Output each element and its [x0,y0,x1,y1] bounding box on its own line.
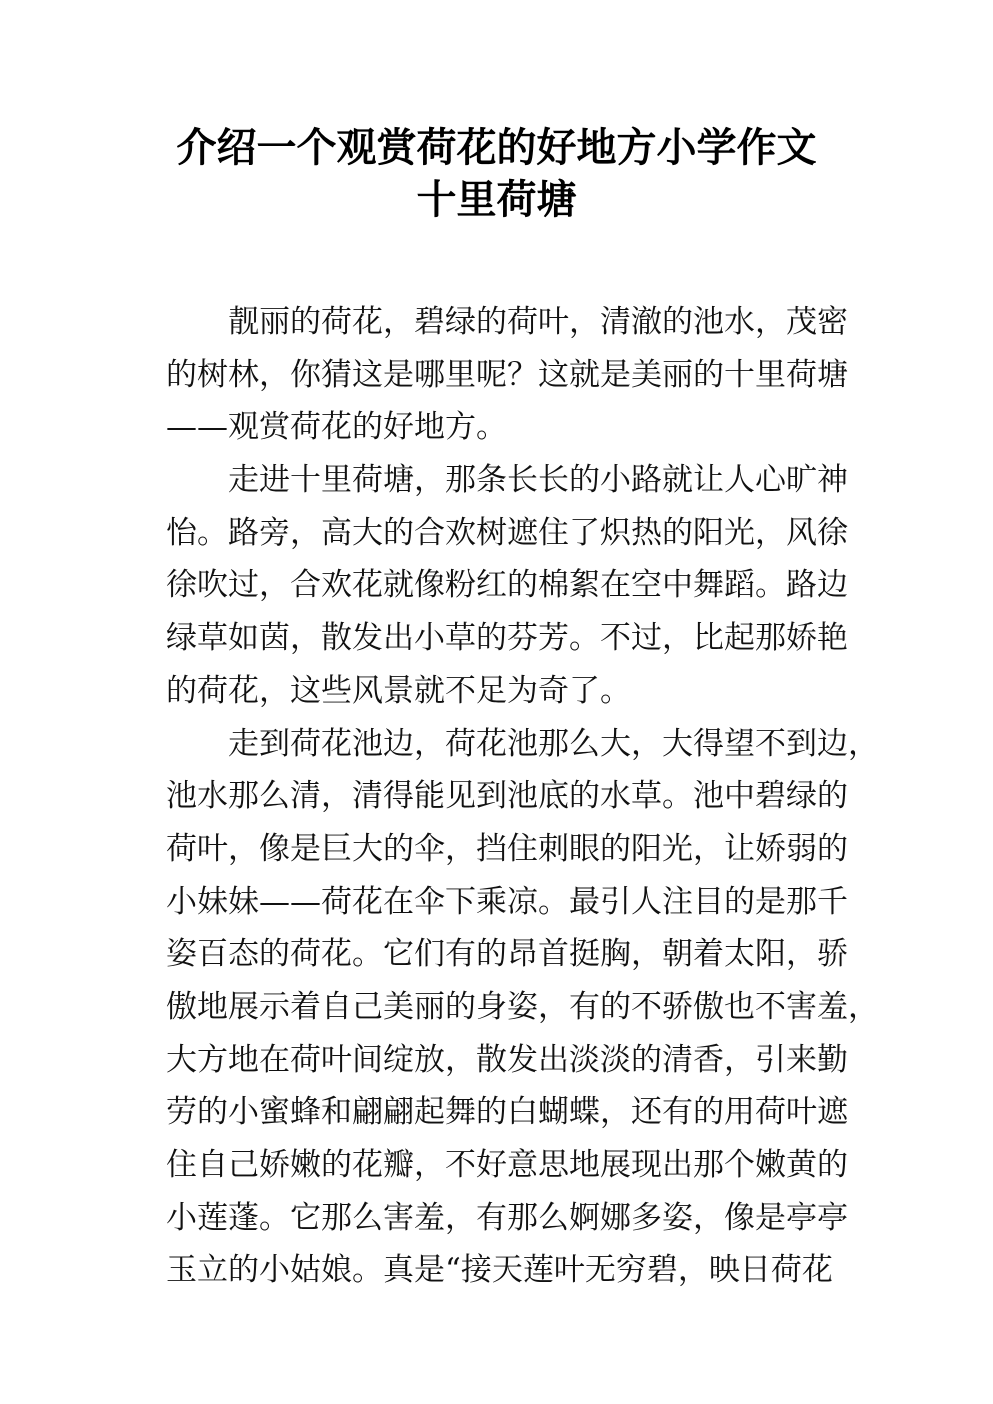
paragraph-1 [166,296,848,454]
text-line: 靓丽的荷花，碧绿的荷叶，清澈的池水，茂密 [228,304,848,340]
text-line: 住自己娇嫩的花瓣，不好意思地展现出那个嫩黄的 [166,1147,848,1183]
text-line: 小妹妹——荷花在伞下乘凉。最引人注目的是那千 [166,883,848,920]
text-line: 绿草如茵，散发出小草的芬芳。不过，比起那娇艳 [166,620,848,657]
text-line: 玉立的小姑娘。真是“接天莲叶无穷碧，映日荷花 [166,1252,833,1289]
text-line: 徐吹过，合欢花就像粉红的棉絮在空中舞蹈。路边 [166,567,848,604]
text-line: 池水那么清，清得能见到池底的水草。池中碧绿的 [166,778,848,815]
document-body [166,296,879,1297]
text-line: 怡。路旁，高大的合欢树遮住了炽热的阳光，风徐 [166,514,848,551]
title-line-1: 介绍一个观赏荷花的好地方小学作文 [176,125,817,171]
text-line: 小莲蓬。它那么害羞，有那么婀娜多姿，像是亭亭 [166,1199,848,1236]
text-line: 傲地展示着自己美丽的身姿，有的不骄傲也不害羞， [166,988,879,1025]
text-line: 的荷花，这些风景就不足为奇了。 [166,672,631,709]
text-line: 劳的小蜜蜂和翩翩起舞的白蝴蝶，还有的用荷叶遮 [166,1094,848,1131]
text-line: ——观赏荷花的好地方。 [166,409,507,446]
paragraph-3 [166,718,879,1298]
text-line: 走到荷花池边，荷花池那么大，大得望不到边， [228,725,879,762]
text-line: 大方地在荷叶间绽放，散发出淡淡的清香，引来勤 [166,1041,848,1078]
title-line-2: 十里荷塘 [416,177,577,223]
text-line: 的树林，你猜这是哪里呢？这就是美丽的十里荷塘 [166,356,848,393]
text-line: 走进十里荷塘，那条长长的小路就让人心旷神 [228,462,848,499]
paragraph-2 [166,454,848,717]
text-line: 荷叶，像是巨大的伞，挡住刺眼的阳光，让娇弱的 [166,830,848,867]
text-line: 姿百态的荷花。它们有的昂首挺胸，朝着太阳，骄 [166,936,848,973]
document-title [0,122,993,226]
